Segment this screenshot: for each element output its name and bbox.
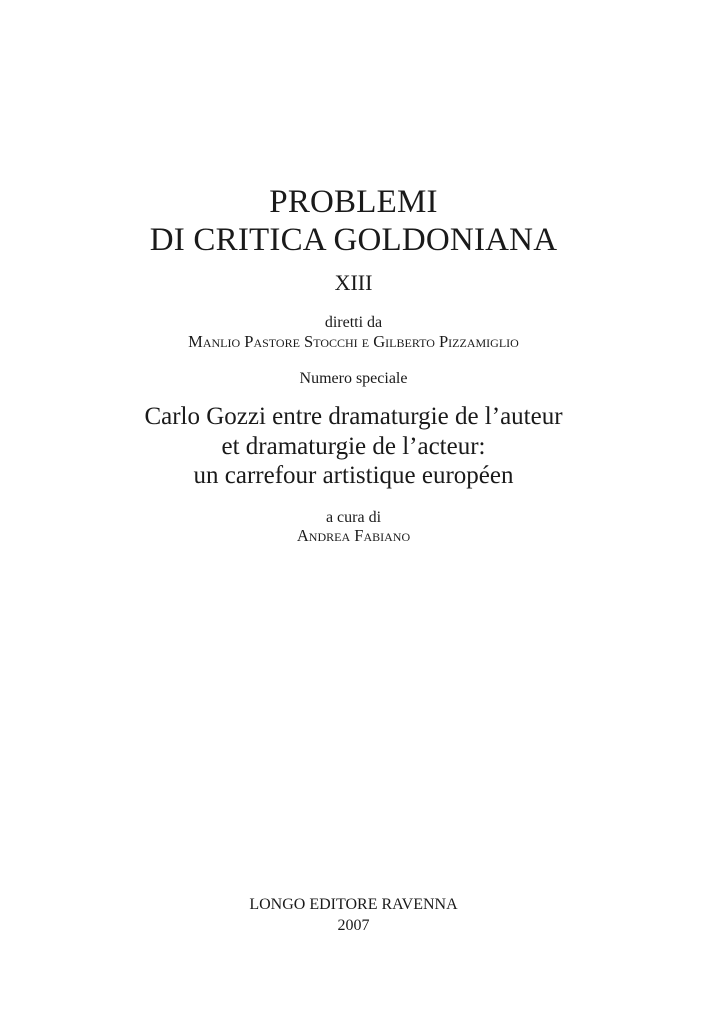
issue-title-line2: et dramaturgie de l’acteur: <box>221 433 486 460</box>
editor-intro: a cura di <box>325 509 382 526</box>
issue-label: Numero speciale <box>299 370 408 387</box>
issue-title-line1: Carlo Gozzi entre dramaturgie de l’auteur <box>144 403 563 430</box>
volume-number: XIII <box>334 270 373 295</box>
publication-year: 2007 <box>337 917 370 934</box>
directors-names: Manlio Pastore Stocchi e Gilberto Pizzamiglio <box>188 332 519 351</box>
editor-name: Andrea Fabiano <box>296 526 411 545</box>
issue-title-line3: un carrefour artistique européen <box>193 462 514 489</box>
publisher-name: LONGO EDITORE RAVENNA <box>249 896 458 913</box>
series-title-line2: DI CRITICA GOLDONIANA <box>149 222 558 258</box>
directors-intro: diretti da <box>324 314 383 331</box>
series-title-line1: PROBLEMI <box>269 184 438 220</box>
